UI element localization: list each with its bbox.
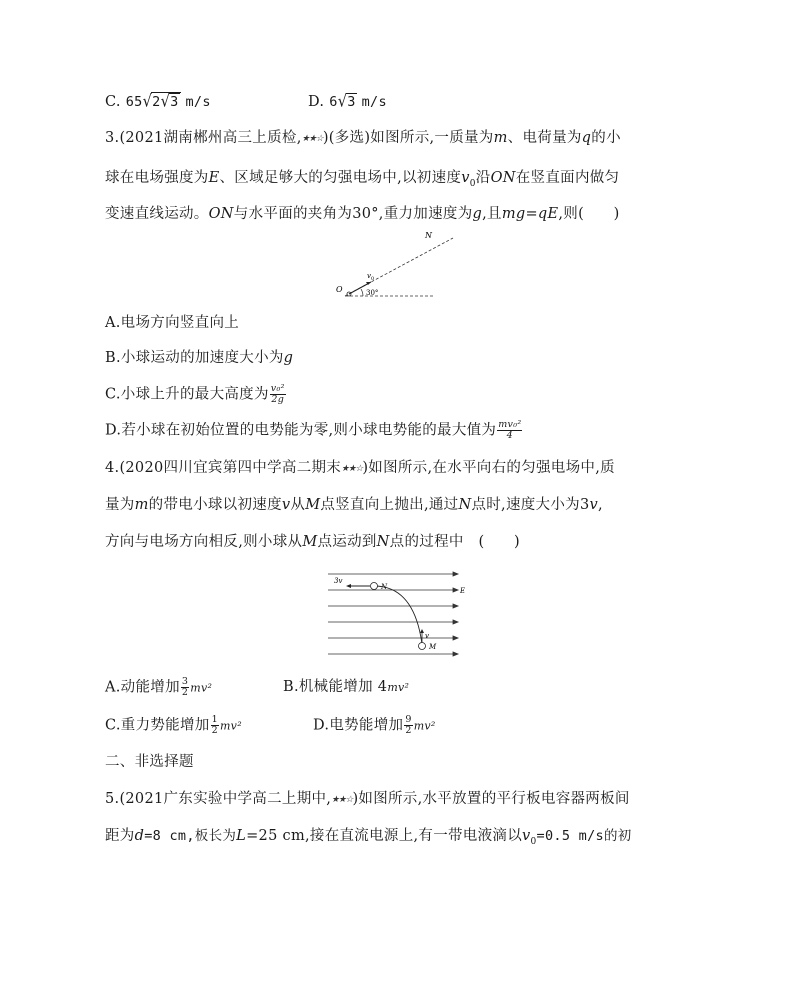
fraction: $\frac{\text{mv₀²}}{4}$ <box>498 419 522 441</box>
q3-option-c: C.小球上升的最大高度为 $\frac{\text{v₀²}}{2g}$ <box>105 383 285 405</box>
field-lines <box>328 572 458 656</box>
angle-arc <box>361 289 363 296</box>
q3-option-d: D.若小球在初始位置的电势能为零,则小球电势能的最大值为 $\frac{\text{mv₀²}}{4}$ <box>105 419 522 441</box>
difficulty-stars: ★★☆ <box>301 134 323 144</box>
q3-line1: 3.(2021湖南郴州高三上质检,★★☆)(多选)如图所示,一质量为m、电荷量为q的小 <box>105 128 621 149</box>
difficulty-stars: ★★☆ <box>331 795 353 805</box>
q3-line3: 变速直线运动。ON与水平面的夹角为30°,重力加速度为g,且mg=qE,则( ) <box>105 206 620 222</box>
q4-line1: 4.(2020四川宜宾第四中学高二期末★★☆)如图所示,在水平向右的匀强电场中,质 <box>105 458 615 479</box>
label-v: v <box>425 632 429 640</box>
q3-option-a: A.电场方向竖直向上 <box>105 315 240 331</box>
q3-figure <box>335 228 465 303</box>
label-3v: 3v <box>334 577 343 585</box>
q5-line2: 距为d=8 cm,板长为L=25 cm,接在直流电源上,有一带电液滴以$v_0=0.5$ m/s的初 <box>105 828 632 847</box>
label-n: N <box>381 583 388 591</box>
q4-figure <box>326 570 466 662</box>
label-angle: 30° <box>366 289 379 297</box>
fraction: $\frac{1}{2}$ <box>211 714 218 736</box>
q4-line3: 方向与电场方向相反,则小球从M点运动到N点的过程中 ( ) <box>105 534 520 550</box>
trajectory <box>374 586 422 644</box>
fraction: $\frac{9}{2}$ <box>405 714 412 736</box>
option-c-prev: C. 65√2√3 m/s <box>105 92 211 112</box>
q4-option-a: A.动能增加 $\frac{3}{2}$ mv² <box>105 676 213 698</box>
q4-line2: 量为m的带电小球以初速度v从M点竖直向上抛出,通过N点时,速度大小为3v, <box>105 497 603 513</box>
q3-option-b: B.小球运动的加速度大小为g <box>105 350 294 366</box>
ball-n <box>371 583 378 590</box>
q3-line2: 球在电场强度为E、区域足够大的匀强电场中,以初速度$v_0$沿ON在竖直面内做匀 <box>105 170 620 189</box>
section-heading: 二、非选择题 <box>105 754 194 770</box>
q5-line1: 5.(2021广东实验中学高二上期中,★★☆)如图所示,水平放置的平行板电容器两板间 <box>105 789 630 810</box>
label-o: O <box>336 285 343 294</box>
label-e: E <box>460 587 466 595</box>
difficulty-stars: ★★☆ <box>341 464 363 474</box>
q4-option-c: C.重力势能增加 $\frac{1}{2}$ mv² <box>105 714 242 736</box>
ball-m <box>419 643 426 650</box>
q4-option-b: B.机械能增加 4mv² <box>283 679 410 695</box>
fraction: $\frac{3}{2}$ <box>181 676 189 698</box>
label-m: M <box>429 643 437 651</box>
option-d-prev: D. 6√3 m/s <box>308 92 387 112</box>
svg-text:0: 0 <box>371 276 375 282</box>
label-v0: v <box>367 272 371 280</box>
label-n: N <box>425 231 432 240</box>
fraction: $\frac{\text{v₀²}}{2g}$ <box>270 383 285 405</box>
q4-option-d: D.电势能增加 $\frac{9}{2}$ mv² <box>313 714 436 736</box>
